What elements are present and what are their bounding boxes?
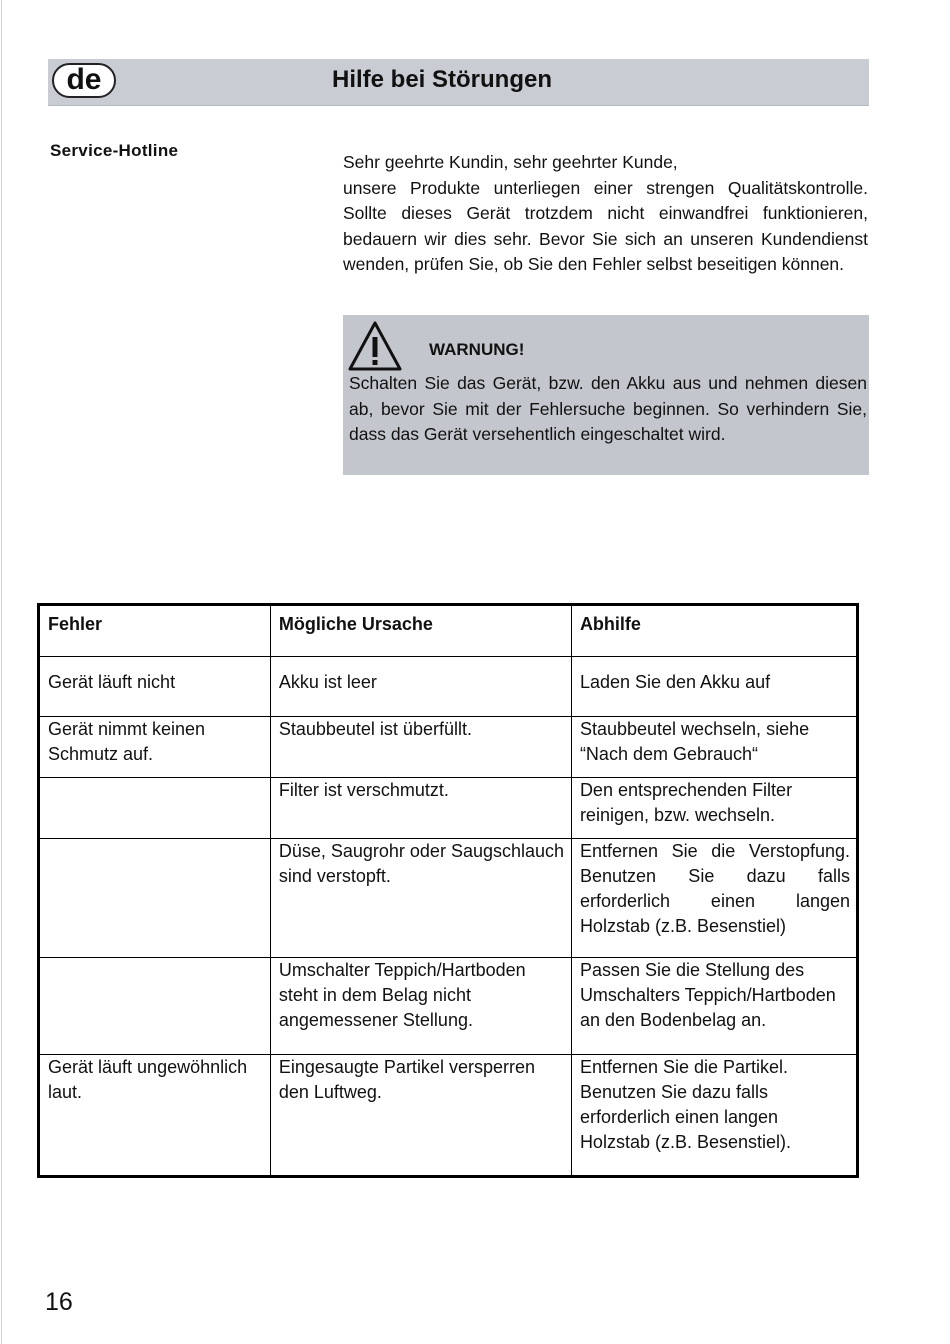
cell-cause: Eingesaugte Partikel versperren den Luftweg. [270,1055,571,1177]
language-badge: de [52,63,116,98]
warning-text: Schalten Sie das Gerät, bzw. den Akku aus und nehmen diesen ab, bevor Sie mit der Fehlersuche beginnen. So verhindern Sie, dass das Gerät versehentlich eingeschaltet wird. [349,373,867,444]
cell-fault: Gerät läuft nicht [39,657,271,717]
page-title: Hilfe bei Störungen [332,66,553,93]
cell-remedy: Entfernen Sie die Partikel. Benutzen Sie dazu falls erforderlich einen langen Holzstab (z.B. Besenstiel). [571,1055,857,1177]
cell-cause: Akku ist leer [270,657,571,717]
cell-fault [39,839,271,958]
table-row [39,778,858,839]
intro-body: unsere Produkte unterliegen einer strengen Qualitätskontrolle. Sollte dieses Gerät trotzdem nicht einwandfrei funktionieren, bedauern wir dies sehr. Bevor Sie sich an unseren Kundendienst wenden, prüfen Sie, ob Sie den Fehler selbst beseitigen können. [343,177,868,274]
cell-remedy: Passen Sie die Stellung des Umschalters Teppich/Hartboden an den Bodenbelag an. [571,958,857,1055]
table-row [39,839,858,958]
table-row [39,717,858,778]
table-header-row [39,605,858,657]
cell-cause: Umschalter Teppich/Hartboden steht in dem Belag nicht angemessener Stellung. [270,958,571,1055]
cell-cause: Filter ist verschmutzt. [270,778,571,839]
page-edge-line [1,0,2,1344]
table-row [39,1055,858,1177]
section-header [48,59,869,106]
cell-cause: Düse, Saugrohr oder Saugschlauch sind verstopft. [270,839,571,958]
column-header-cause: Mögliche Ursache [270,605,571,657]
warning-title: WARNUNG! [429,340,525,359]
warning-triangle-icon [347,320,403,372]
cell-fault: Gerät nimmt keinen Schmutz auf. [39,717,271,778]
column-header-remedy: Abhilfe [571,605,857,657]
cell-remedy: Entfernen Sie die Verstopfung. Benutzen Sie dazu falls erforderlich einen langen Holzstab (z.B. Besenstiel) [571,839,857,958]
cell-fault: Gerät läuft ungewöhnlich laut. [39,1055,271,1177]
cell-remedy: Den entsprechenden Filter reinigen, bzw. wechseln. [571,778,857,839]
cell-remedy: Staubbeutel wechseln, siehe “Nach dem Gebrauch“ [571,717,857,778]
table-row [39,657,858,717]
table-row [39,958,858,1055]
cell-fault [39,958,271,1055]
column-header-fault: Fehler [39,605,271,657]
page-number: 16 [45,1288,73,1316]
cell-cause: Staubbeutel ist überfüllt. [270,717,571,778]
cell-remedy: Laden Sie den Akku auf [571,657,857,717]
side-heading-service-hotline: Service-Hotline [50,141,179,160]
cell-fault [39,778,271,839]
warning-box [343,315,869,475]
troubleshooting-table [37,603,859,1178]
intro-text [343,150,868,278]
intro-greeting: Sehr geehrte Kundin, sehr geehrter Kunde, [343,152,678,172]
